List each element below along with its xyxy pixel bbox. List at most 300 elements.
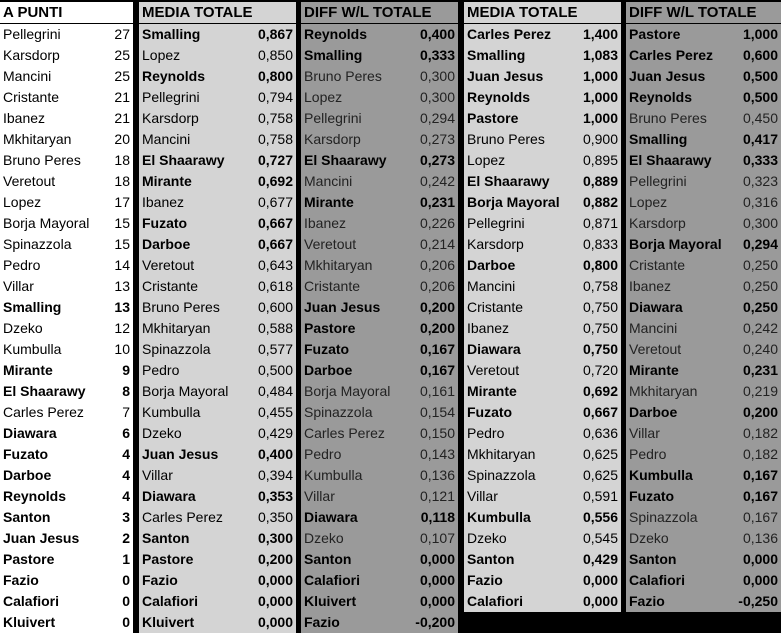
- player-value: 0,182: [742, 446, 778, 462]
- table-row: [626, 255, 781, 276]
- player-name: Mkhitaryan: [467, 446, 536, 462]
- table-row: [626, 528, 781, 549]
- table-row: [301, 591, 458, 612]
- player-value: 13: [114, 278, 130, 294]
- player-name: Dzeko: [467, 530, 507, 546]
- player-name: Kumbulla: [467, 509, 531, 525]
- table-row: [301, 444, 458, 465]
- player-value: 0,618: [257, 278, 293, 294]
- player-name: Smalling: [304, 47, 363, 63]
- table-row: [0, 297, 133, 318]
- player-value: 0,000: [742, 551, 778, 567]
- table-row: [301, 423, 458, 444]
- player-value: 1: [122, 551, 130, 567]
- player-value: 0,882: [582, 194, 618, 210]
- player-name: Karsdorp: [304, 131, 361, 147]
- table-row: [139, 150, 296, 171]
- player-name: Carles Perez: [629, 47, 714, 63]
- player-value: 0,600: [257, 299, 293, 315]
- table-row: [0, 486, 133, 507]
- table-row: [301, 171, 458, 192]
- table-row: [0, 444, 133, 465]
- player-name: Veretout: [304, 236, 357, 252]
- column-header: MEDIA TOTALE: [464, 2, 621, 23]
- player-name: Villar: [142, 467, 173, 483]
- player-value: 0,545: [582, 530, 618, 546]
- player-value: 0,214: [419, 236, 455, 252]
- table-row: [0, 24, 133, 45]
- player-value: 0,167: [742, 467, 778, 483]
- player-value: 0,273: [419, 131, 455, 147]
- table-row: [301, 339, 458, 360]
- table-row: [0, 402, 133, 423]
- player-name: Mancini: [142, 131, 191, 147]
- table-row: [139, 129, 296, 150]
- player-value: 0,895: [582, 152, 618, 168]
- player-value: 0,200: [257, 551, 293, 567]
- player-value: 0,692: [257, 173, 293, 189]
- player-name: Darboe: [142, 236, 191, 252]
- player-name: Reynolds: [467, 89, 531, 105]
- player-value: 0,353: [257, 488, 293, 504]
- table-row: [301, 276, 458, 297]
- player-value: 14: [114, 257, 130, 273]
- player-name: Kluivert: [142, 614, 195, 630]
- table-row: [464, 465, 621, 486]
- player-value: 0,625: [582, 446, 618, 462]
- table-row: [139, 360, 296, 381]
- player-name: El Shaarawy: [142, 152, 225, 168]
- player-value: 0,591: [582, 488, 618, 504]
- table-row: [139, 570, 296, 591]
- player-name: Pellegrini: [629, 173, 687, 189]
- player-name: Dzeko: [629, 530, 669, 546]
- player-name: Veretout: [3, 173, 56, 189]
- player-name: Smalling: [142, 26, 201, 42]
- player-value: 0,273: [419, 152, 455, 168]
- player-value: 25: [114, 47, 130, 63]
- table-row: [139, 402, 296, 423]
- player-value: 1,000: [582, 110, 618, 126]
- player-value: 4: [122, 446, 130, 462]
- player-name: Mkhitaryan: [142, 320, 211, 336]
- player-value: 0,154: [419, 404, 455, 420]
- player-value: 0,667: [582, 404, 618, 420]
- table-row: [464, 276, 621, 297]
- table-row: [139, 528, 296, 549]
- player-value: 13: [114, 299, 130, 315]
- player-name: Borja Mayoral: [3, 215, 90, 231]
- player-value: 1,083: [582, 47, 618, 63]
- player-name: Borja Mayoral: [467, 194, 560, 210]
- player-name: El Shaarawy: [467, 173, 550, 189]
- player-value: 0,118: [420, 509, 455, 525]
- table-row: [0, 129, 133, 150]
- player-value: 0,727: [257, 152, 293, 168]
- player-name: Pellegrini: [142, 89, 200, 105]
- table-row: [139, 213, 296, 234]
- table-row: [626, 150, 781, 171]
- table-row: [139, 87, 296, 108]
- player-name: Juan Jesus: [304, 299, 381, 315]
- table-row: [464, 444, 621, 465]
- table-row: [301, 381, 458, 402]
- table-row: [301, 192, 458, 213]
- player-name: Juan Jesus: [629, 68, 706, 84]
- player-value: 0,871: [582, 215, 618, 231]
- player-name: Mkhitaryan: [3, 131, 72, 147]
- player-value: 0,500: [742, 68, 778, 84]
- table-row: [626, 318, 781, 339]
- player-name: Bruno Peres: [629, 110, 707, 126]
- table-row: [139, 255, 296, 276]
- table-row: [0, 234, 133, 255]
- player-name: Borja Mayoral: [304, 383, 391, 399]
- player-value: 2: [122, 530, 130, 546]
- table-row: [301, 129, 458, 150]
- table-row: [0, 465, 133, 486]
- player-name: Carles Perez: [467, 26, 552, 42]
- player-value: 0,182: [742, 425, 778, 441]
- player-value: 0,167: [419, 362, 455, 378]
- table-row: [626, 465, 781, 486]
- player-name: Diawara: [3, 425, 57, 441]
- player-value: 0,750: [582, 320, 618, 336]
- player-value: 3: [122, 509, 130, 525]
- player-name: Mancini: [304, 173, 353, 189]
- player-name: Dzeko: [304, 530, 344, 546]
- player-value: 0,577: [257, 341, 293, 357]
- player-name: Juan Jesus: [142, 446, 219, 462]
- player-value: 0,333: [742, 152, 778, 168]
- column-header: DIFF W/L TOTALE: [301, 2, 458, 23]
- table-row: [464, 528, 621, 549]
- player-name: Reynolds: [3, 488, 67, 504]
- player-value: 0,107: [419, 530, 455, 546]
- player-name: Fuzato: [304, 341, 350, 357]
- player-value: 0,556: [582, 509, 618, 525]
- player-name: El Shaarawy: [304, 152, 387, 168]
- player-name: Carles Perez: [142, 509, 223, 525]
- player-name: Carles Perez: [3, 404, 84, 420]
- player-name: Spinazzola: [629, 509, 698, 525]
- player-name: Kumbulla: [304, 467, 363, 483]
- player-value: -0,250: [738, 593, 778, 609]
- player-value: 0,242: [419, 173, 455, 189]
- player-value: 0,167: [742, 509, 778, 525]
- player-name: Fuzato: [3, 446, 49, 462]
- player-value: 0,400: [257, 446, 293, 462]
- table-row: [0, 108, 133, 129]
- player-value: 0,300: [257, 530, 293, 546]
- player-value: 0: [122, 572, 130, 588]
- player-value: 0,000: [742, 572, 778, 588]
- table-row: [464, 423, 621, 444]
- player-value: 0,161: [419, 383, 455, 399]
- player-value: -0,200: [415, 614, 455, 630]
- player-name: Pedro: [467, 425, 505, 441]
- player-value: 0,167: [419, 341, 455, 357]
- table-row: [626, 360, 781, 381]
- table-row: [139, 192, 296, 213]
- player-value: 0,294: [419, 110, 455, 126]
- player-name: Fazio: [467, 572, 503, 588]
- table-row: [464, 24, 621, 45]
- player-value: 0,758: [582, 278, 618, 294]
- player-name: Reynolds: [629, 89, 693, 105]
- table-row: [464, 129, 621, 150]
- player-value: 9: [122, 362, 130, 378]
- table-row: [301, 507, 458, 528]
- table-row: [301, 570, 458, 591]
- player-value: 0,000: [582, 572, 618, 588]
- player-value: 0,200: [419, 320, 455, 336]
- player-name: Santon: [629, 551, 677, 567]
- player-name: Spinazzola: [142, 341, 211, 357]
- player-name: Kumbulla: [629, 467, 693, 483]
- table-row: [0, 381, 133, 402]
- player-name: Santon: [467, 551, 515, 567]
- player-value: 4: [122, 467, 130, 483]
- table-row: [626, 297, 781, 318]
- player-value: 25: [114, 68, 130, 84]
- table-row: [301, 612, 458, 633]
- player-value: 1,000: [582, 89, 618, 105]
- table-row: [464, 171, 621, 192]
- table-row: [139, 318, 296, 339]
- player-name: Darboe: [304, 362, 353, 378]
- table-row: [626, 276, 781, 297]
- player-value: 0,889: [582, 173, 618, 189]
- player-name: El Shaarawy: [629, 152, 712, 168]
- player-value: 0,333: [419, 47, 455, 63]
- player-name: Dzeko: [3, 320, 43, 336]
- table-row: [139, 591, 296, 612]
- table-row: [301, 108, 458, 129]
- player-name: Dzeko: [142, 425, 182, 441]
- player-value: 0,850: [257, 47, 293, 63]
- player-value: 0,231: [742, 362, 778, 378]
- table-row: [0, 66, 133, 87]
- player-value: 0,692: [582, 383, 618, 399]
- table-row: [139, 171, 296, 192]
- player-name: Borja Mayoral: [629, 236, 722, 252]
- player-value: 0,667: [257, 215, 293, 231]
- player-name: Mirante: [3, 362, 53, 378]
- table-row: [139, 486, 296, 507]
- table-row: [464, 213, 621, 234]
- player-name: Spinazzola: [304, 404, 373, 420]
- table-row: [139, 24, 296, 45]
- table-row: [139, 66, 296, 87]
- player-name: Santon: [3, 509, 51, 525]
- table-row: [626, 66, 781, 87]
- column-header: A PUNTI: [0, 2, 133, 23]
- player-name: Cristante: [467, 299, 524, 315]
- player-value: 0,226: [419, 215, 455, 231]
- player-value: 18: [114, 152, 130, 168]
- player-name: Fazio: [629, 593, 665, 609]
- player-value: 1,000: [742, 26, 778, 42]
- player-value: 0,000: [257, 614, 293, 630]
- player-value: 0,750: [582, 299, 618, 315]
- player-value: 0,000: [419, 593, 455, 609]
- player-value: 0,000: [257, 593, 293, 609]
- player-value: 0,136: [419, 467, 455, 483]
- table-row: [626, 192, 781, 213]
- player-value: 27: [114, 26, 130, 42]
- player-name: Fuzato: [629, 488, 675, 504]
- table-row: [464, 402, 621, 423]
- player-value: 0,167: [742, 488, 778, 504]
- table-row: [626, 234, 781, 255]
- table-row: [139, 612, 296, 633]
- table-row: [626, 129, 781, 150]
- player-value: 0,500: [257, 362, 293, 378]
- player-name: Darboe: [467, 257, 516, 273]
- player-name: Mirante: [629, 362, 679, 378]
- table-row: [626, 108, 781, 129]
- table-row: [464, 297, 621, 318]
- table-row: [464, 549, 621, 570]
- player-value: 0,250: [742, 278, 778, 294]
- player-name: Kluivert: [304, 593, 357, 609]
- table-row: [0, 549, 133, 570]
- player-value: 15: [114, 215, 130, 231]
- player-value: 0,000: [419, 551, 455, 567]
- player-name: Pellegrini: [467, 215, 525, 231]
- table-row: [626, 339, 781, 360]
- player-name: Darboe: [629, 404, 678, 420]
- player-value: 0,677: [257, 194, 293, 210]
- player-value: 0,231: [419, 194, 455, 210]
- table-row: [0, 528, 133, 549]
- player-value: 0,300: [419, 89, 455, 105]
- player-name: Bruno Peres: [304, 68, 382, 84]
- player-value: 0,758: [257, 131, 293, 147]
- player-name: Lopez: [142, 47, 181, 63]
- player-name: Mancini: [467, 278, 516, 294]
- player-name: Karsdorp: [3, 47, 60, 63]
- table-row: [139, 45, 296, 66]
- player-name: Fazio: [142, 572, 178, 588]
- player-value: 0,294: [742, 236, 778, 252]
- table-row: [301, 150, 458, 171]
- table-row: [0, 45, 133, 66]
- table-row: [626, 24, 781, 45]
- player-name: Ibanez: [304, 215, 347, 231]
- table-row: [139, 339, 296, 360]
- table-row: [0, 612, 133, 633]
- table-row: [464, 45, 621, 66]
- player-value: 0,800: [257, 68, 293, 84]
- player-value: 0,323: [742, 173, 778, 189]
- player-name: Karsdorp: [629, 215, 686, 231]
- player-name: Kumbulla: [3, 341, 62, 357]
- player-value: 18: [114, 173, 130, 189]
- table-row: [139, 276, 296, 297]
- table-row: [301, 234, 458, 255]
- player-name: Bruno Peres: [467, 131, 545, 147]
- table-row: [0, 423, 133, 444]
- player-value: 1,400: [582, 26, 618, 42]
- player-value: 15: [114, 236, 130, 252]
- player-name: Smalling: [467, 47, 526, 63]
- player-name: Mancini: [629, 320, 678, 336]
- player-name: Pellegrini: [304, 110, 362, 126]
- player-value: 12: [114, 320, 130, 336]
- table-row: [139, 549, 296, 570]
- player-value: 0,900: [582, 131, 618, 147]
- player-name: Lopez: [304, 89, 343, 105]
- player-value: 0,000: [257, 572, 293, 588]
- player-name: Veretout: [467, 362, 520, 378]
- table-row: [626, 45, 781, 66]
- table-row: [626, 381, 781, 402]
- player-name: Darboe: [3, 467, 52, 483]
- player-name: Pedro: [142, 362, 180, 378]
- player-name: Mancini: [3, 68, 52, 84]
- table-row: [464, 570, 621, 591]
- player-value: 0,200: [742, 404, 778, 420]
- player-value: 0,250: [742, 299, 778, 315]
- table-row: [626, 486, 781, 507]
- player-value: 0,800: [582, 257, 618, 273]
- table-row: [626, 87, 781, 108]
- player-value: 0,450: [742, 110, 778, 126]
- player-value: 0,429: [257, 425, 293, 441]
- player-value: 0,300: [419, 68, 455, 84]
- table-row: [464, 108, 621, 129]
- player-name: Kumbulla: [142, 404, 201, 420]
- player-value: 0,316: [742, 194, 778, 210]
- player-name: Mirante: [142, 173, 192, 189]
- table-row: [139, 465, 296, 486]
- player-value: 0,240: [742, 341, 778, 357]
- player-name: Calafiori: [142, 593, 199, 609]
- player-value: 0,625: [582, 467, 618, 483]
- table-row: [464, 381, 621, 402]
- player-value: 0,219: [742, 383, 778, 399]
- player-name: Spinazzola: [3, 236, 72, 252]
- player-value: 10: [114, 341, 130, 357]
- table-row: [0, 591, 133, 612]
- player-value: 0,600: [742, 47, 778, 63]
- player-value: 21: [114, 110, 130, 126]
- table-row: [139, 423, 296, 444]
- table-row: [464, 591, 621, 612]
- player-name: Santon: [142, 530, 190, 546]
- player-name: Cristante: [3, 89, 60, 105]
- player-value: 0,250: [742, 257, 778, 273]
- player-value: 0,417: [742, 131, 778, 147]
- player-name: Karsdorp: [467, 236, 524, 252]
- player-name: Borja Mayoral: [142, 383, 229, 399]
- player-value: 0,720: [582, 362, 618, 378]
- player-name: Lopez: [629, 194, 668, 210]
- player-name: Pellegrini: [3, 26, 61, 42]
- column-header: DIFF W/L TOTALE: [626, 2, 781, 23]
- player-value: 0,300: [742, 215, 778, 231]
- player-name: Calafiori: [467, 593, 524, 609]
- player-name: Mirante: [467, 383, 517, 399]
- player-value: 0,350: [257, 509, 293, 525]
- player-value: 0,588: [257, 320, 293, 336]
- table-row: [139, 297, 296, 318]
- player-name: Carles Perez: [304, 425, 385, 441]
- table-row: [464, 360, 621, 381]
- table-row: [464, 66, 621, 87]
